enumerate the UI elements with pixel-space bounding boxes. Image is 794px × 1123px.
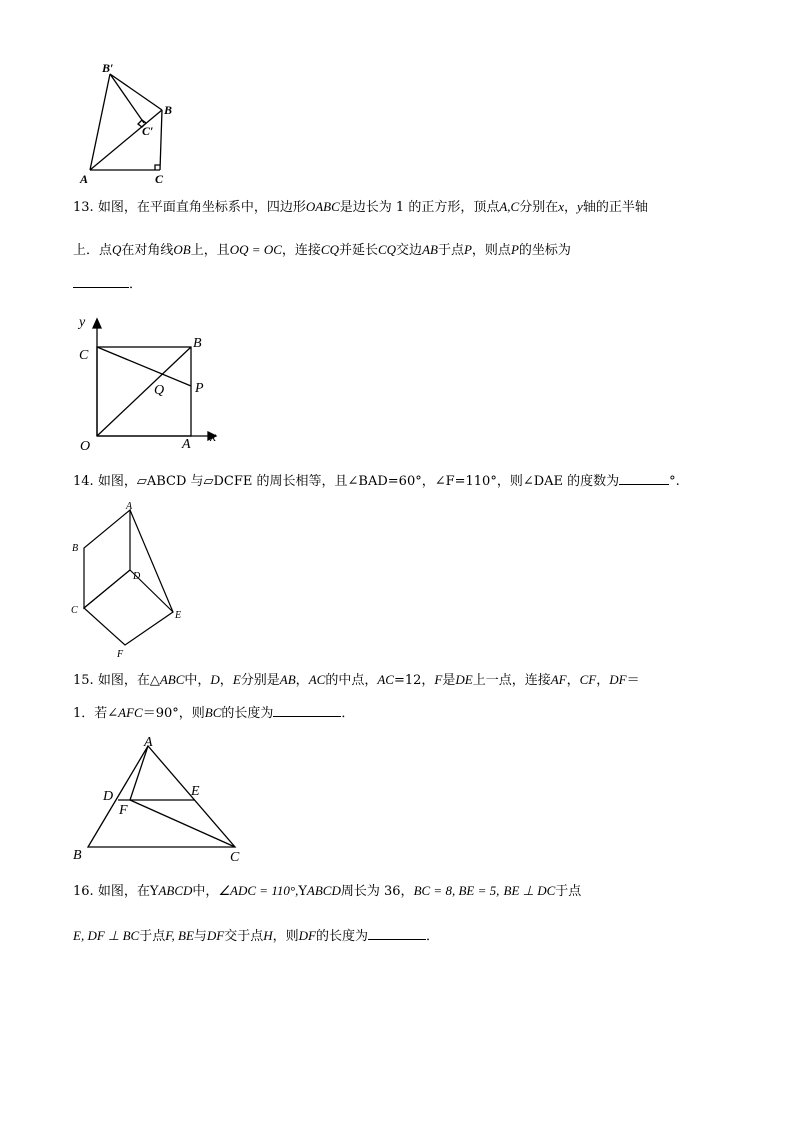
figure-q14 [68,500,193,662]
segment-ae [130,510,173,612]
question-14: 14. 如图，▱ABCD 与▱DCFE 的周长相等，且∠BAD=60°，∠F=110°，则∠DAE 的度数为 °. [73,474,680,489]
answer-blank [273,704,341,717]
label-a: A [80,172,89,186]
question-13-line-2: 上．点Q在对角线OB上，且OQ = OC，连接CQ并延长CQ交边AB于点P，则点P的坐标为 [73,242,571,258]
question-16-line-1: 16. 如图，在YABCD中，∠ADC = 110°,YABCD周长为 36，BC = 8, BE = 5, BE ⊥ DC于点 [73,883,582,899]
question-15-line-2: 1．若∠AFC＝90°，则BC的长度为 ． [73,705,355,721]
label-d: D [103,789,114,804]
label-e: E [175,610,182,621]
label-a: A [182,437,191,452]
label-q: Q [154,383,165,398]
label-d: D [133,571,141,582]
segment-cp [97,347,191,386]
question-number: 15. [73,673,94,688]
label-c-prime: C′ [142,124,154,138]
label-e: E [191,784,200,799]
label-a: A [144,735,153,750]
question-number: 13. [73,200,94,215]
label-b: B [72,543,79,554]
label-c: C [230,850,240,865]
figure-q12 [80,62,190,187]
question-number: 16. [73,884,94,899]
figure-q13 [76,314,226,454]
segment-b-prime-c-prime [110,74,144,123]
label-f: F [119,803,128,818]
label-f: F [117,649,124,660]
label-b: B [193,336,202,351]
answer-blank [368,927,426,940]
right-angle-mark-c [155,165,160,170]
label-c: C [155,172,164,186]
question-13-line-1: 13. 如图，在平面直角坐标系中，四边形OABC是边长为 1 的正方形，顶点A,C分别在x，y轴的正半轴 [73,199,648,215]
label-b-prime: B′ [102,61,114,75]
answer-blank [73,275,129,288]
question-number: 14. [73,474,94,489]
question-13-line-3: ． [73,275,142,295]
label-b: B [164,103,173,117]
question-15-line-1: 15. 如图，在△ABC中，D，E分别是AB，AC的中点，AC=12，F是DE上一点，连接AF，CF，DF＝ [73,672,640,688]
parallelogram-abcd [84,510,130,608]
label-y: y [79,315,86,330]
question-16-line-2: E, DF ⊥ BC于点F, BE与DF交于点H，则DF的长度为 ． [73,928,440,944]
label-x: x [210,430,217,445]
segment-fc [130,800,235,847]
label-c: C [79,348,89,363]
diagonal-ob [97,347,191,436]
label-a: A [126,501,133,512]
label-o: O [80,439,91,454]
y-axis-arrow [93,319,101,328]
segment-cb [160,110,162,170]
answer-blank [619,472,669,485]
label-b: B [73,848,82,863]
segment-b-prime-b [110,74,162,110]
figure-q15 [70,734,250,864]
label-c: C [71,605,78,616]
label-p: P [195,381,204,396]
